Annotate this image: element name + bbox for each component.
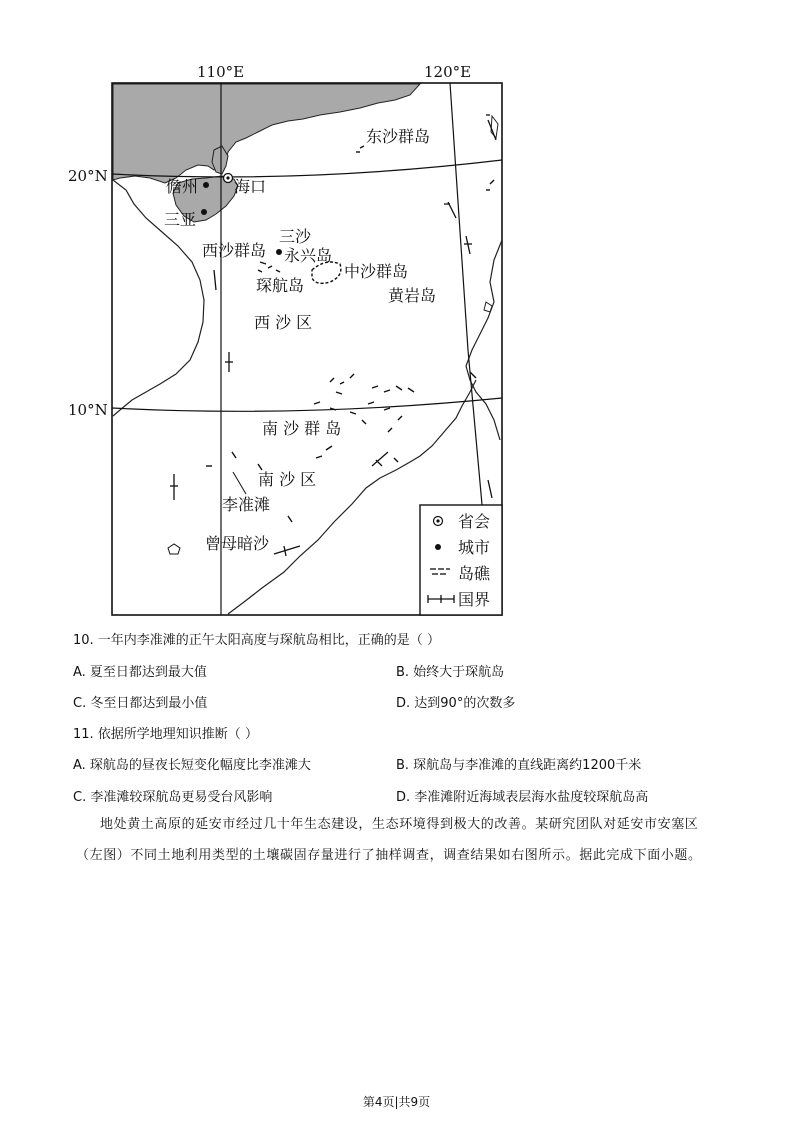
legend-city-label: 城市 — [458, 538, 491, 557]
question-10-option-d: D. 达到90°的次数多 — [396, 696, 516, 711]
passage-line-1: 地处黄土高原的延安市经过几十年生态建设，生态环境得到极大的改善。某研究团队对延安市安塞区 — [100, 817, 699, 832]
question-11-option-d: D. 李准滩附近海域表层海水盐度较琛航岛高 — [396, 790, 649, 805]
question-10-option-a: A. 夏至日都达到最大值 — [73, 665, 207, 680]
question-11-option-a: A. 琛航岛的昼夜长短变化幅度比李准滩大 — [73, 758, 311, 773]
label-sanya: 三亚 — [164, 210, 197, 229]
haikou-capital-dot — [226, 176, 229, 179]
legend-border-label: 国界 — [458, 590, 491, 609]
sansha-city-marker — [276, 249, 282, 255]
label-haikou: 海口 — [234, 177, 267, 196]
legend-capital-icon-dot — [436, 519, 439, 522]
lon-label-110e: 110°E — [197, 63, 245, 81]
label-nansha-islands: 南 沙 群 岛 — [262, 419, 342, 438]
label-lizhuntan: 李准滩 — [222, 495, 271, 514]
question-10-option-c: C. 冬至日都达到最小值 — [73, 696, 208, 711]
label-zhongsha: 中沙群岛 — [344, 262, 409, 281]
lon-label-120e: 120°E — [424, 63, 472, 81]
page-number: 第4页|共9页 — [362, 1095, 431, 1109]
label-nansha-district: 南 沙 区 — [258, 470, 317, 489]
question-11-stem: 11. 依据所学地理知识推断（ ） — [73, 727, 258, 742]
danzhou-city-marker — [203, 182, 209, 188]
label-zengmu: 曾母暗沙 — [205, 534, 270, 553]
label-dongsha: 东沙群岛 — [366, 127, 431, 146]
lat-label-10n: 10°N — [68, 401, 108, 419]
question-11-option-c: C. 李准滩较琛航岛更易受台风影响 — [73, 790, 273, 805]
label-danzhou: 儋州 — [166, 177, 199, 196]
passage-line-2: （左图）不同土地利用类型的土壤碳固存量进行了抽样调查，调查结果如右图所示。据此完成下面小题。 — [76, 848, 702, 863]
question-10-stem: 10. 一年内李准滩的正午太阳高度与琛航岛相比，正确的是（ ） — [73, 633, 440, 648]
question-10-option-b: B. 始终大于琛航岛 — [396, 665, 505, 680]
lat-label-20n: 20°N — [68, 167, 108, 185]
label-tanhang: 琛航岛 — [256, 276, 305, 295]
legend-city-icon — [435, 544, 441, 550]
label-yongxing: 永兴岛 — [284, 246, 333, 265]
label-xisha-district: 西 沙 区 — [254, 313, 313, 332]
question-11-option-b: B. 琛航岛与李准滩的直线距离约1200千米 — [396, 758, 642, 773]
legend-reef-label: 岛礁 — [458, 564, 491, 583]
map-legend — [420, 505, 502, 615]
legend-capital-label: 省会 — [458, 512, 491, 531]
sanya-city-marker — [201, 209, 207, 215]
label-sansha: 三沙 — [279, 227, 312, 246]
label-xisha: 西沙群岛 — [202, 241, 267, 260]
label-huangyan: 黄岩岛 — [388, 286, 437, 305]
